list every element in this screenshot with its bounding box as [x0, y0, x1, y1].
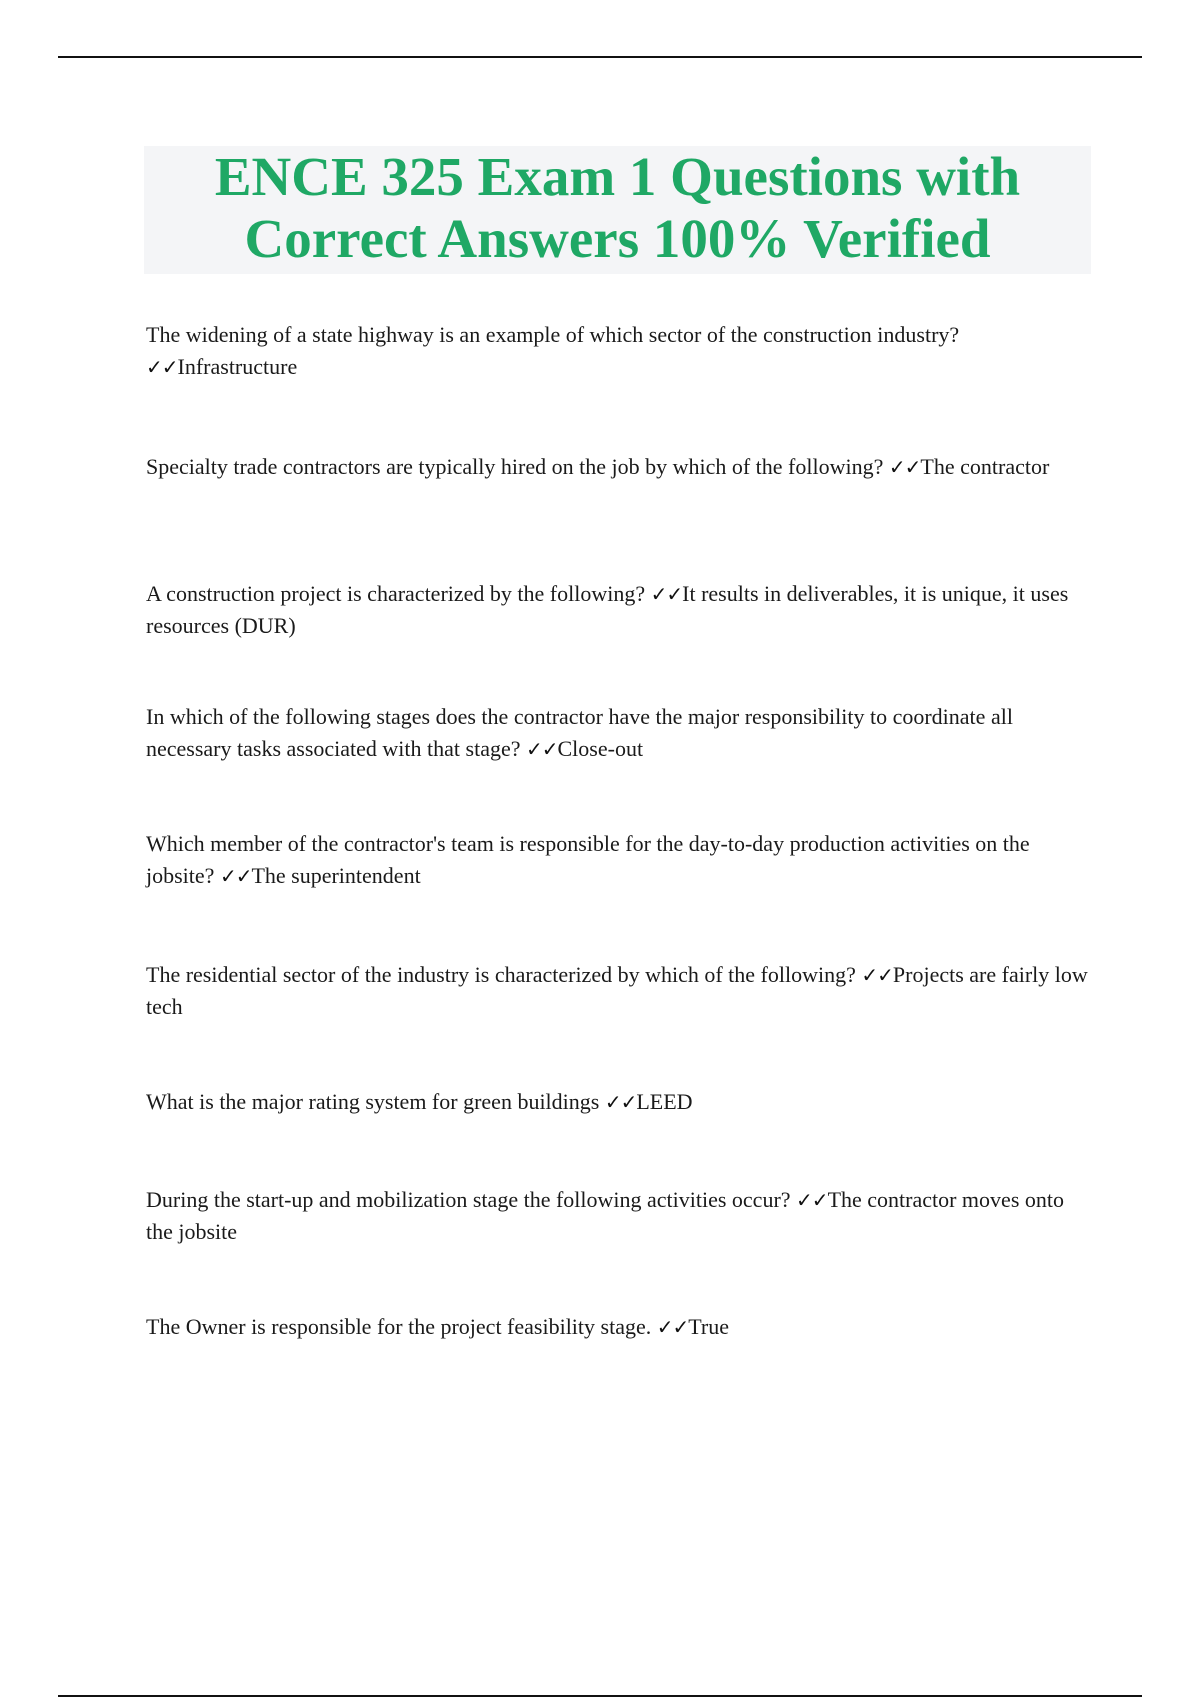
- qa-item-1: [146, 319, 1096, 383]
- answer-text: True: [688, 1314, 730, 1339]
- qa-item-7: [146, 1086, 1096, 1118]
- answer-text: Close-out: [557, 736, 644, 761]
- checkmark-icon: ✓✓: [604, 1090, 637, 1114]
- page-title-line-2: Correct Answers 100% Verified: [244, 208, 991, 269]
- answer-text: Projects are fairly low tech: [146, 962, 1088, 1019]
- question-text: During the start-up and mobilization stage the following activities occur?: [146, 1187, 791, 1212]
- answer-text: The contractor: [920, 454, 1050, 479]
- qa-item-8: [146, 1184, 1096, 1248]
- checkmark-icon: ✓✓: [861, 963, 893, 987]
- question-text: The residential sector of the industry is characterized by which of the following?: [146, 962, 856, 987]
- checkmark-icon: ✓✓: [650, 582, 683, 606]
- bottom-rule: [58, 1695, 1142, 1697]
- checkmark-icon: ✓✓: [888, 455, 921, 479]
- top-rule: [58, 56, 1142, 58]
- question-text: Specialty trade contractors are typically hired on the job by which of the following?: [146, 454, 884, 479]
- qa-item-9: [146, 1311, 1096, 1343]
- page-title-line-1: ENCE 325 Exam 1 Questions with: [214, 146, 1021, 207]
- answer-text: LEED: [636, 1089, 693, 1114]
- answer-text: Infrastructure: [177, 354, 298, 379]
- question-text: The widening of a state highway is an example of which sector of the construction industry?: [146, 322, 960, 347]
- qa-item-4: [146, 701, 1096, 765]
- checkmark-icon: ✓✓: [796, 1188, 828, 1212]
- question-text: A construction project is characterized by the following?: [146, 581, 646, 606]
- checkmark-icon: ✓✓: [219, 864, 252, 888]
- checkmark-icon: ✓✓: [656, 1315, 689, 1339]
- qa-item-5: [146, 828, 1096, 892]
- question-text: The Owner is responsible for the project feasibility stage.: [146, 1314, 652, 1339]
- title-banner: [144, 146, 1091, 274]
- qa-item-2: [146, 451, 1096, 483]
- answer-text: It results in deliverables, it is unique, it uses resources (DUR): [146, 581, 1069, 638]
- answer-text: The contractor moves onto the jobsite: [146, 1187, 1064, 1244]
- answer-text: The superintendent: [251, 863, 421, 888]
- question-text: Which member of the contractor's team is responsible for the day-to-day production activities on the jobsite?: [146, 831, 1030, 888]
- question-text: In which of the following stages does the contractor have the major responsibility to coordinate all necessary tasks associated with that stage?: [146, 704, 1013, 761]
- question-text: What is the major rating system for green buildings: [146, 1089, 600, 1114]
- qa-item-6: [146, 959, 1096, 1023]
- checkmark-icon: ✓✓: [146, 355, 178, 379]
- checkmark-icon: ✓✓: [525, 737, 558, 761]
- qa-item-3: [146, 578, 1096, 642]
